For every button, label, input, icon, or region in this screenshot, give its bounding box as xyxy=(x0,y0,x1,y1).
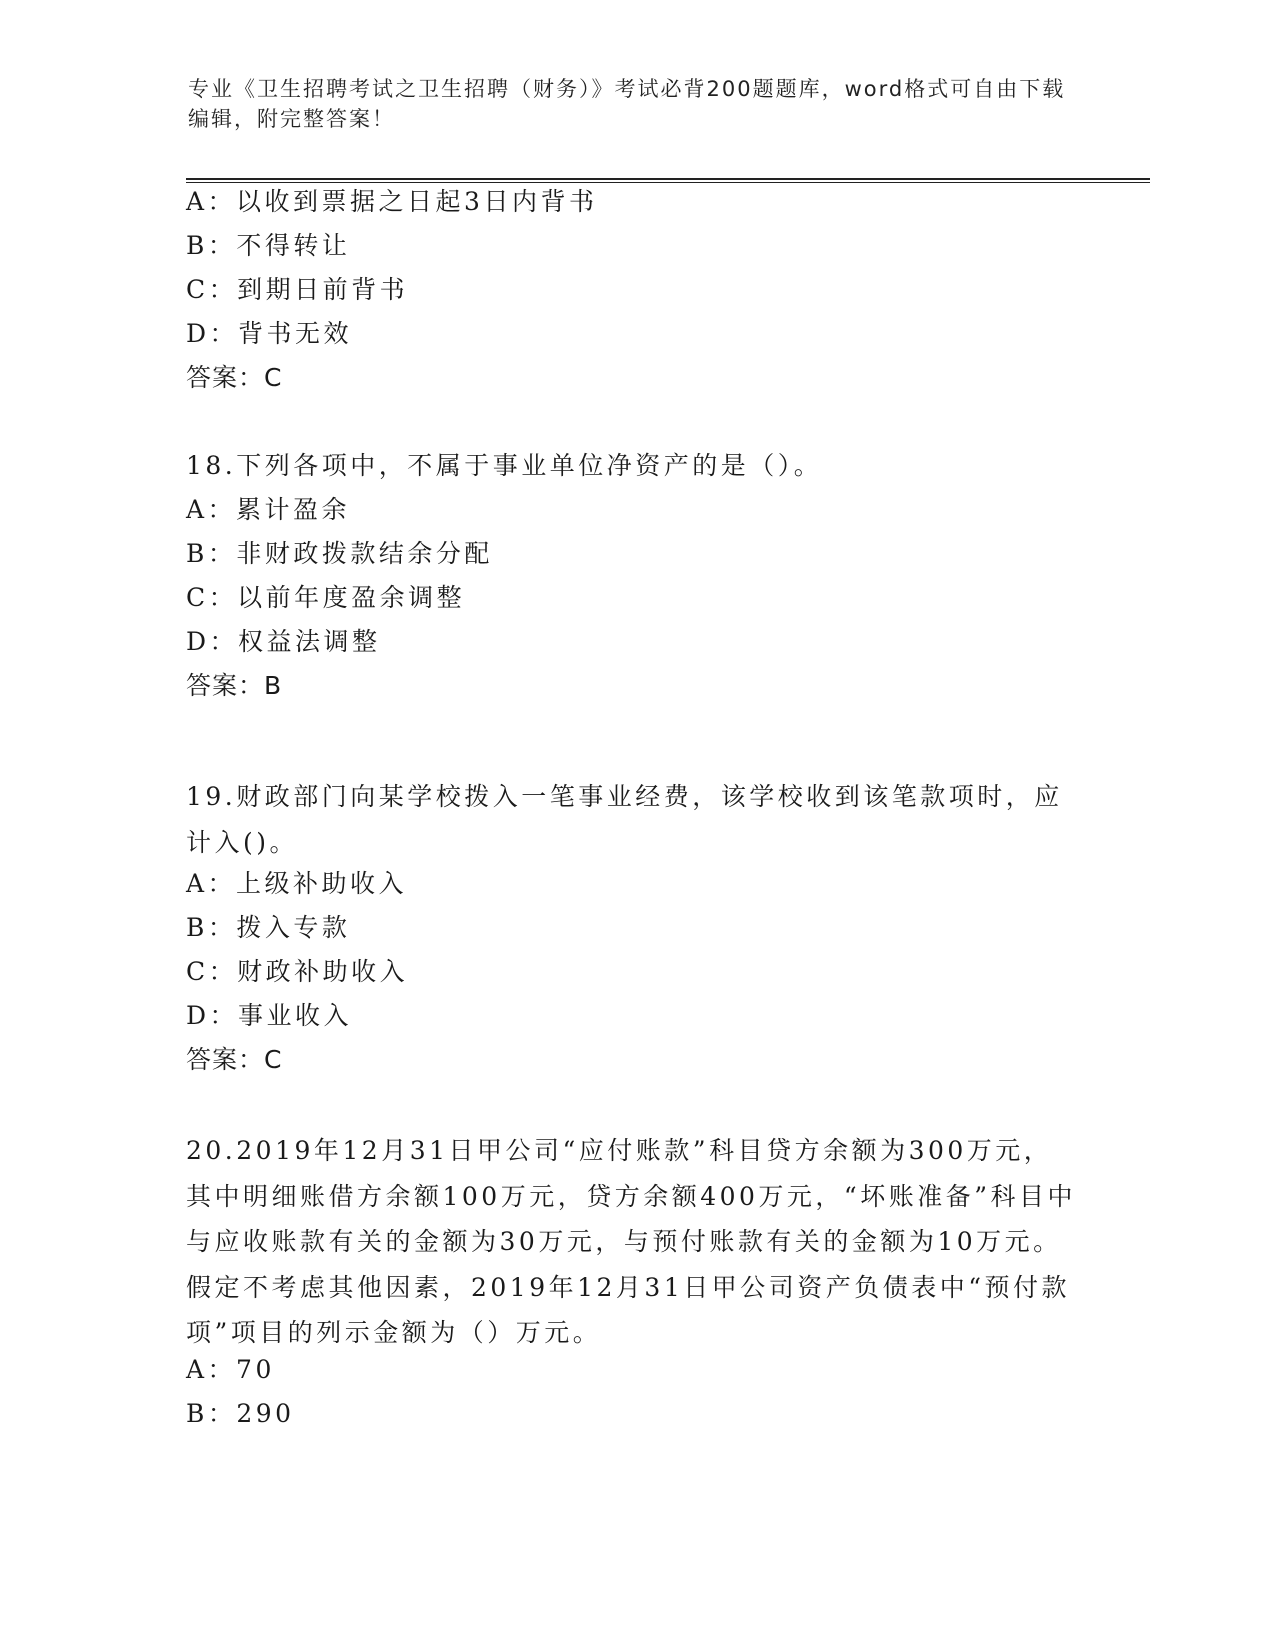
q17-answer: 答案：C xyxy=(186,363,283,392)
q19-question: 19.财政部门向某学校拨入一笔事业经费，该学校收到该笔款项时，应计入()。 xyxy=(186,782,1063,857)
q17-option-d: D：背书无效 xyxy=(186,319,353,348)
q19-option-d: D：事业收入 xyxy=(186,1001,353,1030)
q18-option-d: D：权益法调整 xyxy=(186,627,381,656)
q19-answer: 答案：C xyxy=(186,1045,283,1074)
q18-option-c: C：以前年度盈余调整 xyxy=(186,583,466,612)
q20-option-a: A：70 xyxy=(186,1355,275,1384)
document-header: 专业《卫生招聘考试之卫生招聘（财务）》考试必背200题题库，word格式可自由下载编辑，附完整答案！ xyxy=(188,77,1066,131)
q19-option-a: A：上级补助收入 xyxy=(186,869,408,898)
q18-option-b: B：非财政拨款结余分配 xyxy=(186,539,493,568)
q19-option-c: C：财政补助收入 xyxy=(186,957,409,986)
q19-option-b: B：拨入专款 xyxy=(186,913,351,942)
q18-question: 18.下列各项中，不属于事业单位净资产的是（）。 xyxy=(186,451,823,480)
q17-option-a: A：以收到票据之日起3日内背书 xyxy=(186,187,598,216)
q18-answer: 答案：B xyxy=(186,671,283,700)
q18-option-a: A：累计盈余 xyxy=(186,495,351,524)
q20-question: 20.2019年12月31日甲公司“应付账款”科目贷方余额为300万元，其中明细账借方余额100万元，贷方余额400万元，“坏账准备”科目中与应收账款有关的金额为30万元，与预付账款有关的金额为10万元。假定不考虑其他因素，2019年12月31日甲公司资产负债表中“预付款项”项目的列示金额为（）万元。 xyxy=(186,1136,1076,1347)
q17-option-b: B：不得转让 xyxy=(186,231,351,260)
q17-option-c: C：到期日前背书 xyxy=(186,275,409,304)
q20-option-b: B：290 xyxy=(186,1399,295,1428)
